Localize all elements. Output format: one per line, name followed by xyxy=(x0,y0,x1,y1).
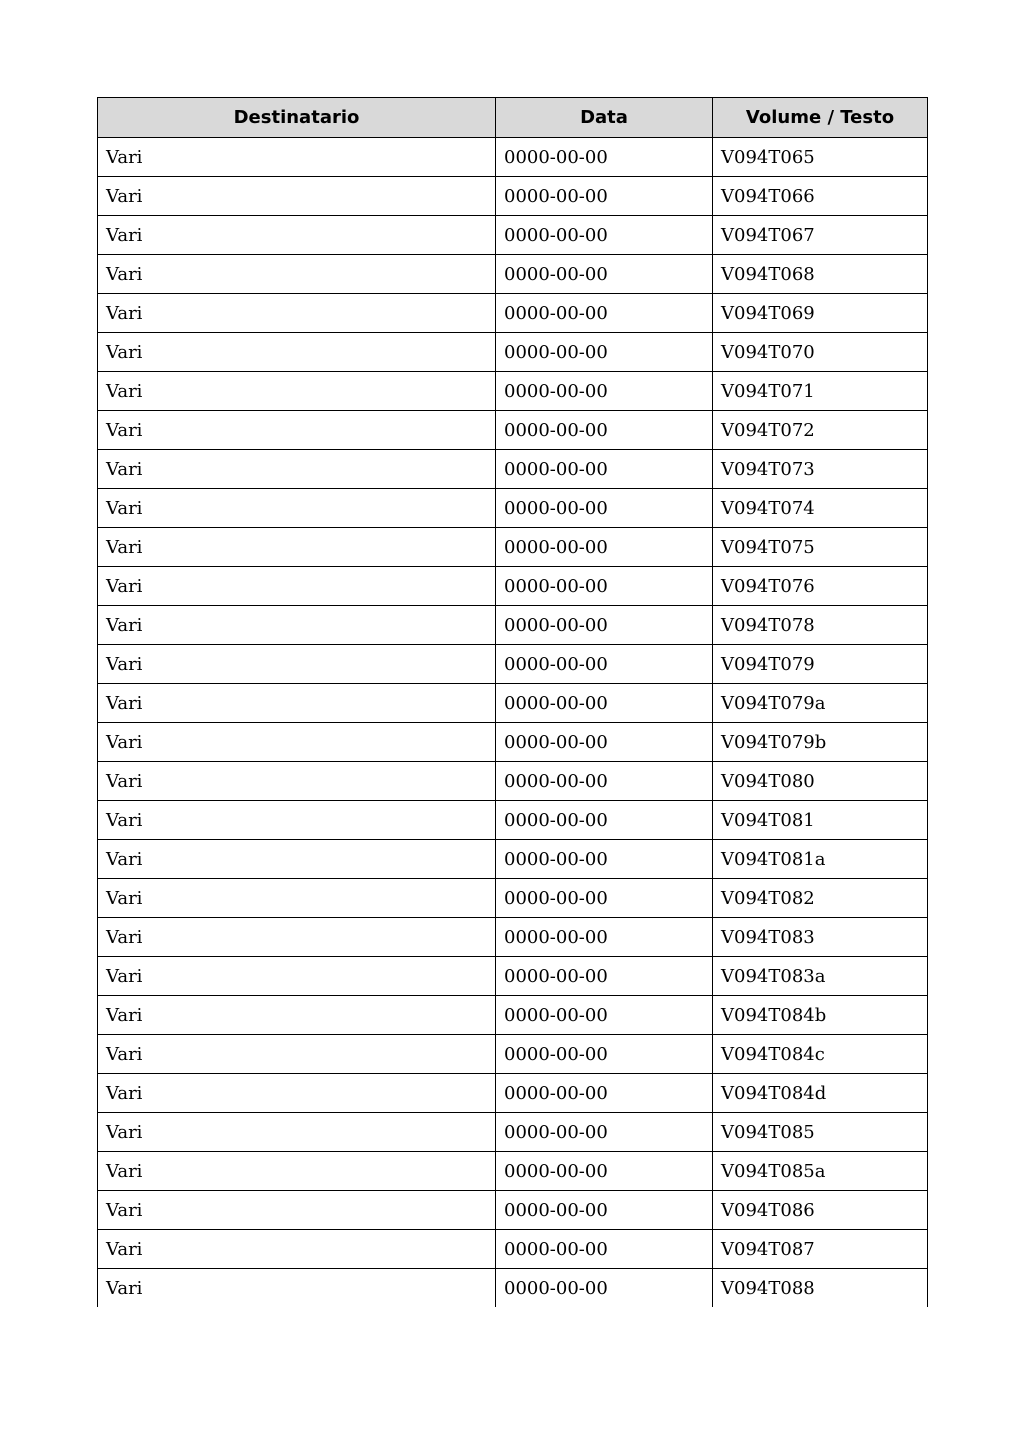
cell-recipient: Vari xyxy=(98,723,496,762)
cell-recipient: Vari xyxy=(98,996,496,1035)
cell-recipient: Vari xyxy=(98,1113,496,1152)
table-row xyxy=(98,1191,928,1230)
table-row xyxy=(98,567,928,606)
cell-recipient: Vari xyxy=(98,840,496,879)
cell-volume: V094T071 xyxy=(713,372,928,411)
table-row xyxy=(98,723,928,762)
cell-volume: V094T080 xyxy=(713,762,928,801)
cell-volume: V094T088 xyxy=(713,1269,928,1308)
cell-volume: V094T072 xyxy=(713,411,928,450)
cell-recipient: Vari xyxy=(98,1152,496,1191)
cell-volume: V094T081a xyxy=(713,840,928,879)
cell-recipient: Vari xyxy=(98,762,496,801)
cell-volume: V094T085a xyxy=(713,1152,928,1191)
table-row xyxy=(98,255,928,294)
cell-recipient: Vari xyxy=(98,528,496,567)
cell-date: 0000-00-00 xyxy=(496,216,713,255)
cell-date: 0000-00-00 xyxy=(496,567,713,606)
table-row xyxy=(98,1230,928,1269)
table-row xyxy=(98,762,928,801)
cell-date: 0000-00-00 xyxy=(496,1191,713,1230)
cell-recipient: Vari xyxy=(98,645,496,684)
cell-volume: V094T078 xyxy=(713,606,928,645)
cell-recipient: Vari xyxy=(98,411,496,450)
cell-volume: V094T073 xyxy=(713,450,928,489)
cell-recipient: Vari xyxy=(98,216,496,255)
cell-recipient: Vari xyxy=(98,333,496,372)
cell-date: 0000-00-00 xyxy=(496,177,713,216)
table-row xyxy=(98,1035,928,1074)
cell-date: 0000-00-00 xyxy=(496,723,713,762)
cell-recipient: Vari xyxy=(98,450,496,489)
table-row xyxy=(98,489,928,528)
cell-volume: V094T082 xyxy=(713,879,928,918)
table-row xyxy=(98,918,928,957)
header-row xyxy=(98,98,928,138)
cell-date: 0000-00-00 xyxy=(496,1035,713,1074)
table-row xyxy=(98,606,928,645)
cell-volume: V094T083 xyxy=(713,918,928,957)
table-body xyxy=(98,138,928,1308)
cell-recipient: Vari xyxy=(98,957,496,996)
table-row xyxy=(98,996,928,1035)
cell-recipient: Vari xyxy=(98,255,496,294)
cell-recipient: Vari xyxy=(98,177,496,216)
cell-date: 0000-00-00 xyxy=(496,801,713,840)
cell-date: 0000-00-00 xyxy=(496,1269,713,1308)
table-row xyxy=(98,957,928,996)
cell-date: 0000-00-00 xyxy=(496,762,713,801)
cell-volume: V094T087 xyxy=(713,1230,928,1269)
cell-volume: V094T084b xyxy=(713,996,928,1035)
table-row xyxy=(98,372,928,411)
cell-volume: V094T079b xyxy=(713,723,928,762)
cell-volume: V094T075 xyxy=(713,528,928,567)
cell-volume: V094T066 xyxy=(713,177,928,216)
cell-volume: V094T076 xyxy=(713,567,928,606)
table-row xyxy=(98,684,928,723)
header-recipient: Destinatario xyxy=(98,98,496,138)
cell-date: 0000-00-00 xyxy=(496,1230,713,1269)
table-row xyxy=(98,528,928,567)
cell-date: 0000-00-00 xyxy=(496,1152,713,1191)
table-row xyxy=(98,216,928,255)
cell-date: 0000-00-00 xyxy=(496,294,713,333)
cell-date: 0000-00-00 xyxy=(496,411,713,450)
cell-date: 0000-00-00 xyxy=(496,255,713,294)
cell-recipient: Vari xyxy=(98,1269,496,1308)
cell-recipient: Vari xyxy=(98,372,496,411)
table-row xyxy=(98,294,928,333)
table-row xyxy=(98,1152,928,1191)
table-row xyxy=(98,450,928,489)
cell-volume: V094T086 xyxy=(713,1191,928,1230)
table-row xyxy=(98,333,928,372)
cell-date: 0000-00-00 xyxy=(496,645,713,684)
table-row xyxy=(98,1113,928,1152)
cell-volume: V094T074 xyxy=(713,489,928,528)
header-volume: Volume / Testo xyxy=(713,98,928,138)
cell-volume: V094T065 xyxy=(713,138,928,177)
cell-recipient: Vari xyxy=(98,606,496,645)
table-row xyxy=(98,138,928,177)
cell-recipient: Vari xyxy=(98,918,496,957)
cell-volume: V094T067 xyxy=(713,216,928,255)
table-row xyxy=(98,801,928,840)
table-header xyxy=(98,98,928,138)
cell-recipient: Vari xyxy=(98,1230,496,1269)
cell-date: 0000-00-00 xyxy=(496,1074,713,1113)
cell-date: 0000-00-00 xyxy=(496,918,713,957)
table-row xyxy=(98,879,928,918)
cell-recipient: Vari xyxy=(98,684,496,723)
table-row xyxy=(98,840,928,879)
table-row xyxy=(98,177,928,216)
cell-date: 0000-00-00 xyxy=(496,684,713,723)
table-row xyxy=(98,1074,928,1113)
cell-date: 0000-00-00 xyxy=(496,1113,713,1152)
cell-volume: V094T069 xyxy=(713,294,928,333)
cell-volume: V094T079a xyxy=(713,684,928,723)
cell-recipient: Vari xyxy=(98,801,496,840)
cell-date: 0000-00-00 xyxy=(496,606,713,645)
cell-date: 0000-00-00 xyxy=(496,333,713,372)
cell-recipient: Vari xyxy=(98,1035,496,1074)
letters-table xyxy=(97,97,928,1307)
table-row xyxy=(98,645,928,684)
cell-volume: V094T084d xyxy=(713,1074,928,1113)
cell-recipient: Vari xyxy=(98,1191,496,1230)
table-row xyxy=(98,1269,928,1308)
cell-date: 0000-00-00 xyxy=(496,840,713,879)
header-date: Data xyxy=(496,98,713,138)
cell-volume: V094T084c xyxy=(713,1035,928,1074)
cell-volume: V094T070 xyxy=(713,333,928,372)
cell-date: 0000-00-00 xyxy=(496,138,713,177)
cell-recipient: Vari xyxy=(98,879,496,918)
cell-volume: V094T083a xyxy=(713,957,928,996)
cell-date: 0000-00-00 xyxy=(496,879,713,918)
cell-recipient: Vari xyxy=(98,1074,496,1113)
cell-date: 0000-00-00 xyxy=(496,957,713,996)
cell-date: 0000-00-00 xyxy=(496,528,713,567)
cell-recipient: Vari xyxy=(98,489,496,528)
cell-date: 0000-00-00 xyxy=(496,450,713,489)
cell-recipient: Vari xyxy=(98,567,496,606)
cell-date: 0000-00-00 xyxy=(496,489,713,528)
cell-date: 0000-00-00 xyxy=(496,372,713,411)
table-row xyxy=(98,411,928,450)
cell-volume: V094T079 xyxy=(713,645,928,684)
cell-date: 0000-00-00 xyxy=(496,996,713,1035)
cell-volume: V094T085 xyxy=(713,1113,928,1152)
cell-volume: V094T081 xyxy=(713,801,928,840)
cell-recipient: Vari xyxy=(98,138,496,177)
cell-recipient: Vari xyxy=(98,294,496,333)
cell-volume: V094T068 xyxy=(713,255,928,294)
